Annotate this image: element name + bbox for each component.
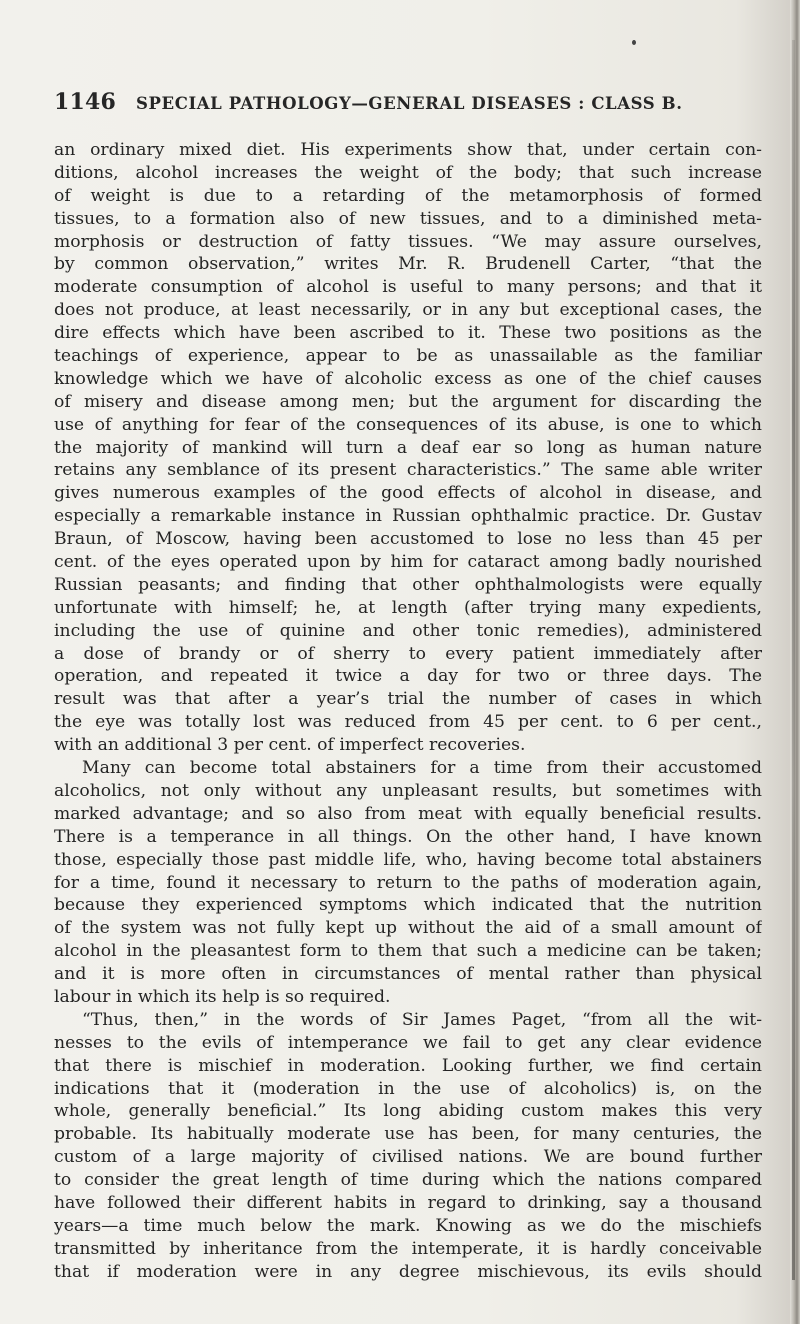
text-line: with an additional 3 per cent. of imperfect recoveries. — [54, 735, 526, 756]
text-line: unfortunate with himself; he, at length (after trying many expedients, — [54, 597, 762, 618]
text-line: those, especially those past middle life, who, having become total abstainers — [54, 849, 762, 870]
running-head — [54, 90, 744, 116]
text-line: labour in which its help is so required. — [54, 986, 391, 1007]
text-line: a dose of brandy or of sherry to every patient immediately after — [54, 643, 762, 664]
text-line: does not produce, at least necessarily, or in any but exceptional cases, the — [54, 300, 762, 321]
text-line: and it is more often in circumstances of mental rather than physical — [54, 964, 762, 985]
text-line: of weight is due to a retarding of the metamorphosis of formed — [54, 185, 762, 206]
text-line: of the system was not fully kept up without the aid of a small amount of — [54, 918, 762, 939]
text-line: the majority of mankind will turn a deaf ear so long as human nature — [54, 437, 762, 458]
text-line: transmitted by inheritance from the intemperate, it is hardly conceivable — [54, 1238, 762, 1259]
text-line: ditions, alcohol increases the weight of the body; that such increase — [54, 162, 762, 183]
running-head-title: SPECIAL PATHOLOGY—GENERAL DISEASES : CLASS B. — [136, 94, 683, 113]
ink-speck — [632, 40, 636, 45]
text-line: “Thus, then,” in the words of Sir James Paget, “from all the wit- — [82, 1009, 762, 1030]
text-line: have followed their different habits in regard to drinking, say a thousand — [54, 1192, 762, 1213]
text-line: of misery and disease among men; but the argument for discarding the — [54, 391, 762, 412]
page-edge-shadow — [790, 0, 800, 1324]
text-line: use of anything for fear of the consequences of its abuse, is one to which — [54, 414, 762, 435]
page-number: 1146 — [54, 89, 117, 115]
text-line: There is a temperance in all things. On the other hand, I have known — [54, 826, 762, 847]
text-line: that there is mischief in moderation. Looking further, we find certain — [54, 1055, 762, 1076]
text-line: gives numerous examples of the good effects of alcohol in disease, and — [54, 483, 762, 504]
text-line: to consider the great length of time during which the nations compared — [54, 1170, 762, 1191]
text-line: Braun, of Moscow, having been accustomed to lose no less than 45 per — [54, 529, 762, 550]
text-line: that if moderation were in any degree mischievous, its evils should — [54, 1261, 762, 1282]
text-line: retains any semblance of its present characteristics.” The same able writer — [54, 460, 762, 481]
text-line: whole, generally beneficial.” Its long abiding custom makes this very — [54, 1101, 762, 1122]
text-line: indications that it (moderation in the use of alcoholics) is, on the — [54, 1078, 762, 1099]
text-line: Many can become total abstainers for a time from their accustomed — [82, 758, 762, 779]
text-line: teachings of experience, appear to be as unassailable as the familiar — [54, 346, 762, 367]
text-line: years—a time much below the mark. Knowing as we do the mischiefs — [54, 1215, 762, 1236]
text-line: knowledge which we have of alcoholic excess as one of the chief causes — [54, 368, 762, 389]
text-line: tissues, to a formation also of new tissues, and to a diminished meta- — [54, 208, 762, 229]
text-line: for a time, found it necessary to return to the paths of moderation again, — [54, 872, 762, 893]
text-line: especially a remarkable instance in Russian ophthalmic practice. Dr. Gustav — [54, 506, 762, 527]
text-line: nesses to the evils of intemperance we fail to get any clear evidence — [54, 1032, 762, 1053]
text-line: result was that after a year’s trial the number of cases in which — [54, 689, 762, 710]
text-line: custom of a large majority of civilised nations. We are bound further — [54, 1147, 762, 1168]
text-line: dire effects which have been ascribed to it. These two positions as the — [54, 323, 762, 344]
text-line: marked advantage; and so also from meat with equally beneficial results. — [54, 803, 762, 824]
text-line: by common observation,” writes Mr. R. Brudenell Carter, “that the — [54, 254, 762, 275]
text-line: because they experienced symptoms which indicated that the nutrition — [54, 895, 762, 916]
text-line: moderate consumption of alcohol is useful to many persons; and that it — [54, 277, 762, 298]
text-line: morphosis or destruction of fatty tissues. “We may assure ourselves, — [54, 231, 762, 252]
body-text — [54, 139, 762, 1284]
text-line: alcoholics, not only without any unpleasant results, but sometimes with — [54, 780, 762, 801]
text-line: the eye was totally lost was reduced from 45 per cent. to 6 per cent., — [54, 712, 762, 733]
text-line: Russian peasants; and finding that other ophthalmologists were equally — [54, 574, 762, 595]
text-line: an ordinary mixed diet. His experiments show that, under certain con- — [54, 140, 762, 160]
text-line: cent. of the eyes operated upon by him for cataract among badly nourished — [54, 552, 762, 573]
text-line: operation, and repeated it twice a day for two or three days. The — [54, 666, 762, 687]
text-line: including the use of quinine and other tonic remedies), administered — [54, 620, 762, 641]
text-line: probable. Its habitually moderate use has been, for many centuries, the — [54, 1124, 762, 1145]
text-line: alcohol in the pleasantest form to them that such a medicine can be taken; — [54, 941, 762, 962]
